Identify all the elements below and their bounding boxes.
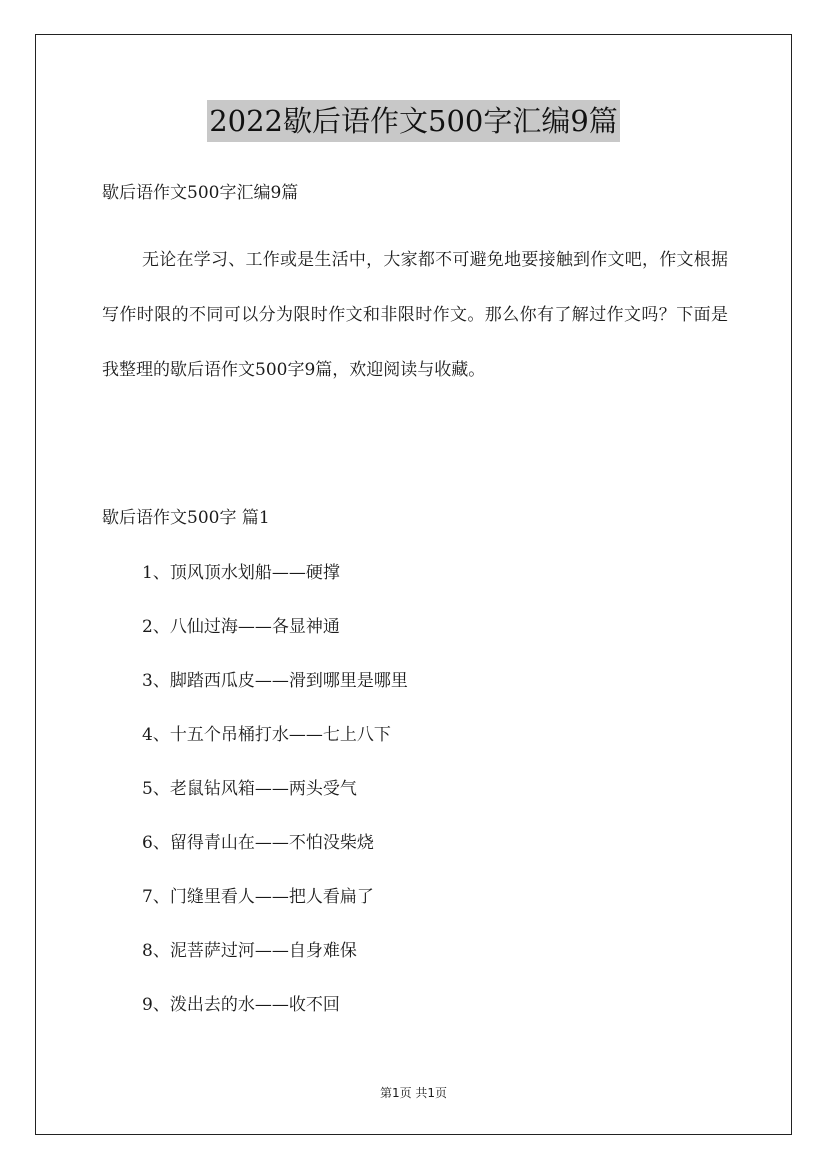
title-container: [0, 100, 827, 142]
section-title: 歇后语作文500字 篇1: [102, 508, 270, 528]
document-subtitle: 歇后语作文500字汇编9篇: [102, 183, 299, 203]
document-title: 2022歇后语作文500字汇编9篇: [207, 100, 620, 142]
list-item: 8、泥菩萨过河——自身难保: [142, 941, 357, 961]
list-item: 2、八仙过海——各显神通: [142, 617, 340, 637]
list-item: 3、脚踏西瓜皮——滑到哪里是哪里: [142, 671, 408, 691]
list-item: 4、十五个吊桶打水——七上八下: [142, 725, 391, 745]
list-item: 6、留得青山在——不怕没柴烧: [142, 833, 374, 853]
list-item: 1、顶风顶水划船——硬撑: [142, 563, 340, 583]
page-footer: 第1页 共1页: [379, 1086, 448, 1100]
list-item: 5、老鼠钻风箱——两头受气: [142, 779, 357, 799]
intro-paragraph: 无论在学习、工作或是生活中，大家都不可避免地要接触到作文吧，作文根据写作时限的不同可以分为限时作文和非限时作文。那么你有了解过作文吗？下面是我整理的歇后语作文500字9篇，欢迎阅读与收藏。: [102, 250, 728, 380]
list-item: 9、泼出去的水——收不回: [142, 995, 340, 1015]
list-item: 7、门缝里看人——把人看扁了: [142, 887, 374, 907]
proverb-list: [142, 560, 408, 1046]
